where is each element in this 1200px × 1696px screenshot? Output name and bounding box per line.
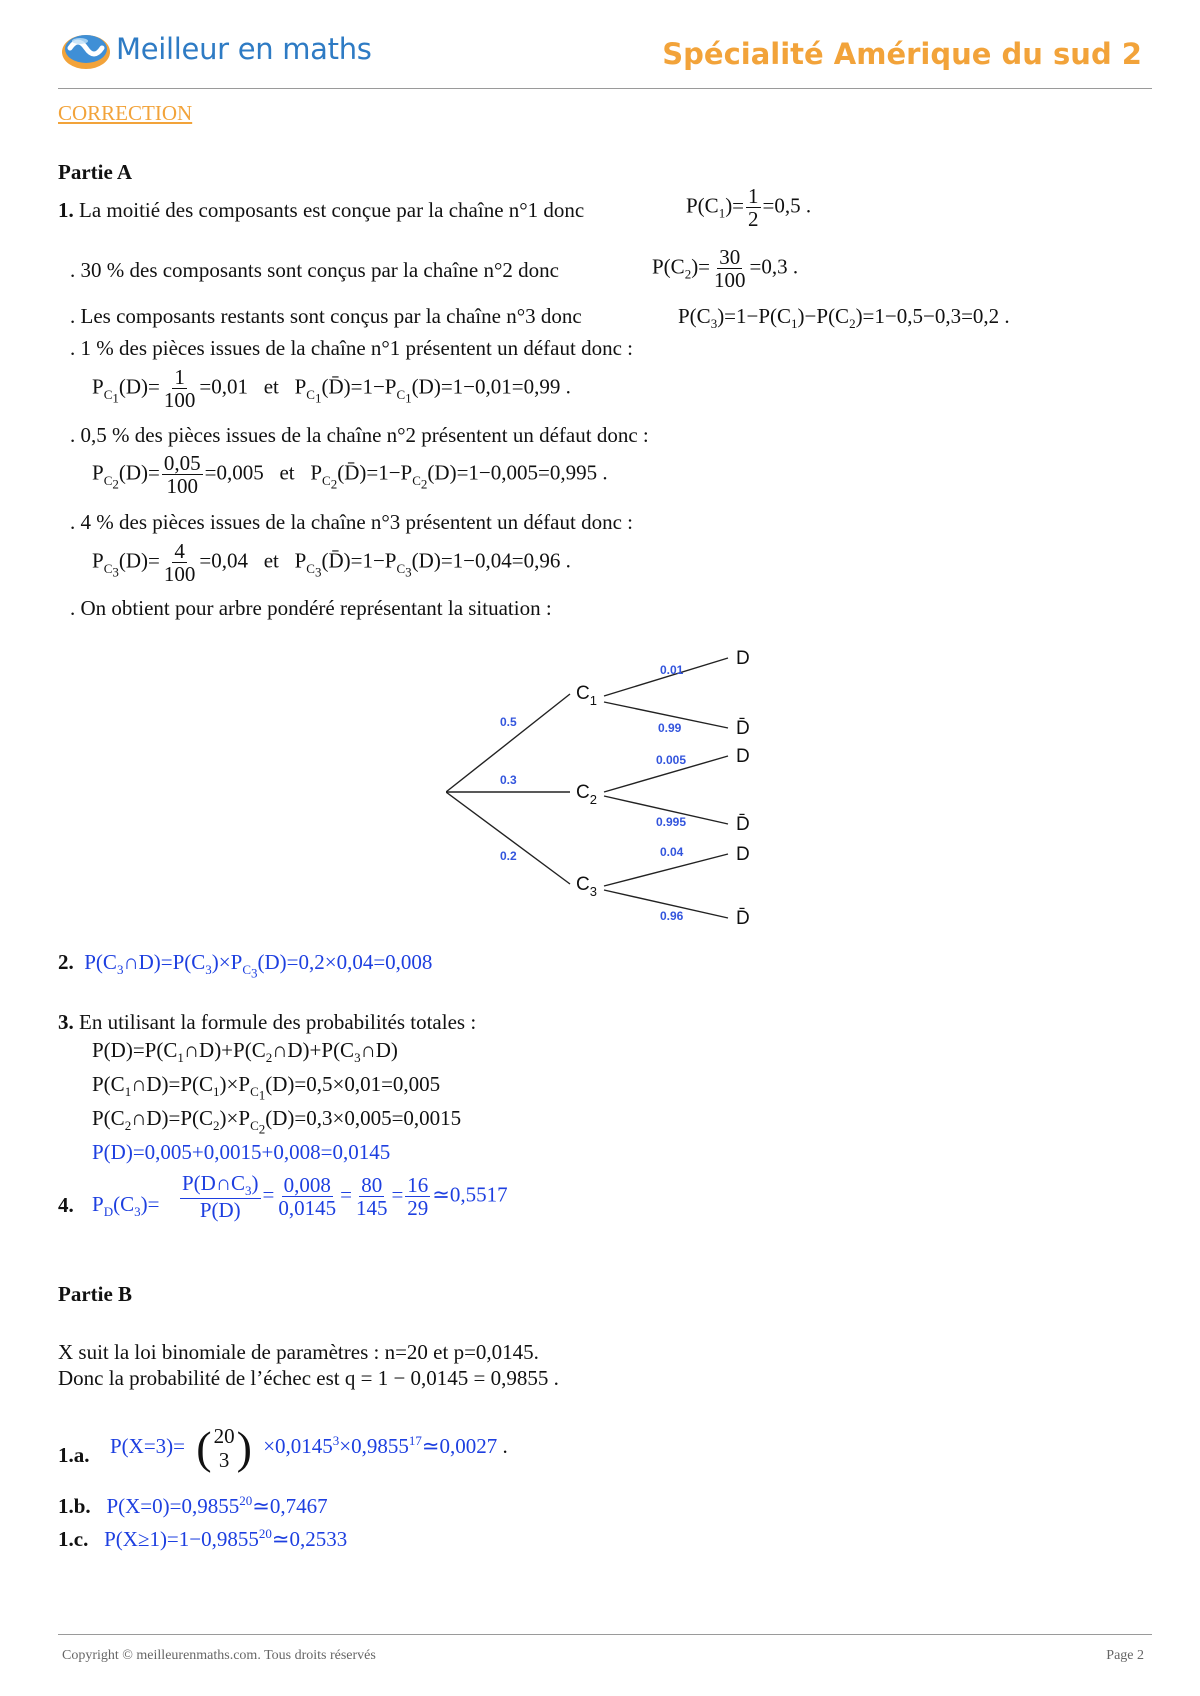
footer-copyright: Copyright © meilleurenmaths.com. Tous droits réservés	[62, 1648, 376, 1663]
q4-number: 4.	[58, 1193, 74, 1217]
tree-prob-c2-dbar: 0.995	[656, 815, 687, 829]
tree-branch-c3	[446, 792, 570, 884]
bullet-c3-math: $P(C_3)=1-P(C_1)-P(C_2)=1-0,5-0,3=0,2$ .	[678, 304, 1010, 332]
logo-text: Meilleur en maths	[116, 32, 372, 66]
q3-total-prob: $P(D)=P(C_1\cap D)+P(C_2\cap D)+P(C_3\cap D)$	[92, 1038, 398, 1066]
tree-leaf-c1-dbar: D̄	[736, 718, 750, 739]
tree-prob-c1-dbar: 0.99	[658, 721, 682, 735]
q3-c2-inter: $P(C_2\cap D)=P(C_2)\times P_{C_2}(D)=0,3\times 0,005=0,0015$	[92, 1106, 462, 1137]
page-title: Spécialité Amérique du sud 2	[662, 37, 1142, 71]
q1c-line	[58, 1526, 347, 1552]
tree-prob-c1: 0.5	[500, 715, 517, 729]
q3-result: P(D)=0,005+0,0015+0,008=0,0145	[92, 1140, 391, 1164]
probability-tree	[446, 648, 766, 938]
binomial-coefficient: ( 20 3 )	[196, 1422, 252, 1474]
q1a-number: 1.a.	[58, 1443, 90, 1467]
q1-line	[58, 198, 584, 223]
partie-b-line1: X suit la loi binomiale de paramètres : n=20 et p=0,0145.	[58, 1340, 539, 1364]
q1a-line	[58, 1443, 90, 1468]
q3-number: 3.	[58, 1010, 74, 1034]
logo-icon	[60, 28, 112, 72]
logo	[60, 28, 370, 72]
q4-math: $P_D(C_3)=$	[92, 1192, 160, 1220]
tree-node-c2: $C_2$	[576, 782, 597, 807]
q4-math-fractions: $\frac{P(D\cap C_3)}{P(D)}$ = $\frac{0,008}{0,0145}$ = $\frac{80}{145}$ = $\frac{16}{29}$ ≃0,5517	[182, 1171, 508, 1222]
tree-node-c3: $C_3$	[576, 874, 597, 899]
q1b-number: 1.b.	[58, 1494, 91, 1518]
tree-node-c1: $C_1$	[576, 683, 597, 708]
tree-prob-c3-d: 0.04	[660, 845, 684, 859]
tree-leaf-c2-d: D	[736, 746, 750, 767]
bullet-defect-c1-text: . 1 % des pièces issues de la chaîne n°1 présentent un défaut donc :	[70, 336, 633, 360]
correction-heading: CORRECTION	[58, 101, 193, 125]
bullet-defect-c3-text: . 4 % des pièces issues de la chaîne n°3 présentent un défaut donc :	[70, 510, 633, 534]
bullet-defect-c3-math: $P_{C_3}(D)=$ $\frac{4}{100}$ =0,04 et $P_{C_3}(D̄)=1-P_{C_3}(D)=1-0,04=0,96$ .	[92, 539, 571, 587]
tree-prob-c1-d: 0.01	[660, 663, 684, 677]
q3-text: En utilisant la formule des probabilités totales :	[79, 1010, 477, 1034]
tree-prob-c3: 0.2	[500, 849, 517, 863]
q4-line	[58, 1193, 74, 1218]
tree-prob-c2: 0.3	[500, 773, 517, 787]
q1-text: La moitié des composants est conçue par la chaîne n°1 donc	[79, 198, 585, 222]
footer-page-number: Page 2	[1106, 1648, 1144, 1663]
tree-leaf-c3-d: D	[736, 844, 750, 865]
bullet-c3-text: . Les composants restants sont conçus par la chaîne n°3 donc	[70, 304, 582, 328]
q2-number: 2.	[58, 950, 74, 974]
partie-a-title: Partie A	[58, 160, 133, 184]
footer-divider	[58, 1634, 1152, 1635]
q3-line	[58, 1010, 476, 1035]
tree-leaf-c3-dbar: D̄	[736, 908, 750, 929]
q1b-math: $P(X=0)=0,9855^{20}≃0,7467$	[95, 1493, 328, 1518]
q1-math: $P(C_1)=$ $\frac{1}{2}$ =0,5 .	[686, 184, 812, 232]
partie-b-line2: Donc la probabilité de l’échec est q = 1 − 0,0145 = 0,9855 .	[58, 1366, 559, 1390]
q1-number: 1.	[58, 198, 74, 222]
bullet-c2-text: . 30 % des composants sont conçus par la chaîne n°2 donc	[70, 258, 559, 282]
q2-line	[58, 950, 432, 982]
bullet-tree-text: . On obtient pour arbre pondéré représentant la situation :	[70, 596, 552, 620]
q1c-math: $P(X\ge 1)=1-0,9855^{20}≃0,2533$	[93, 1526, 348, 1551]
bullet-defect-c1-math: $P_{C_1}(D)=$ $\frac{1}{100}$ =0,01 et $P_{C_1}(D̄)=1-P_{C_1}(D)=1-0,01=0,99$ .	[92, 365, 571, 413]
tree-prob-c2-d: 0.005	[656, 753, 687, 767]
bullet-c2-math: $P(C_2)=$ $\frac{30}{100}$ =0,3 .	[652, 245, 799, 293]
partie-b-title: Partie B	[58, 1282, 133, 1306]
bullet-defect-c2-text: . 0,5 % des pièces issues de la chaîne n°2 présentent un défaut donc :	[70, 423, 649, 447]
tree-leaf-c1-d: D	[736, 648, 750, 669]
tree-leaf-c2-dbar: D̄	[736, 814, 750, 835]
q1b-line	[58, 1493, 328, 1519]
q1c-number: 1.c.	[58, 1527, 89, 1551]
bullet-defect-c2-math: $P_{C_2}(D)=$ $\frac{0,05}{100}$ =0,005 et $P_{C_2}(D̄)=1-P_{C_2}(D)=1-0,005=0,995$ .	[92, 451, 608, 499]
q3-c1-inter: $P(C_1\cap D)=P(C_1)\times P_{C_1}(D)=0,5\times 0,01=0,005$	[92, 1072, 441, 1103]
header-divider	[58, 88, 1152, 89]
tree-prob-c3-dbar: 0.96	[660, 909, 684, 923]
q2-math: $P(C_3\cap D)=P(C_3)\times P_{C_3}(D)=0,2\times 0,04=0,008$	[79, 950, 433, 981]
q1a-math: P(X=3)= ( 20 3 ) $\times 0,0145^3\times 0,9855^{17}≃0,0027$ .	[110, 1422, 508, 1474]
